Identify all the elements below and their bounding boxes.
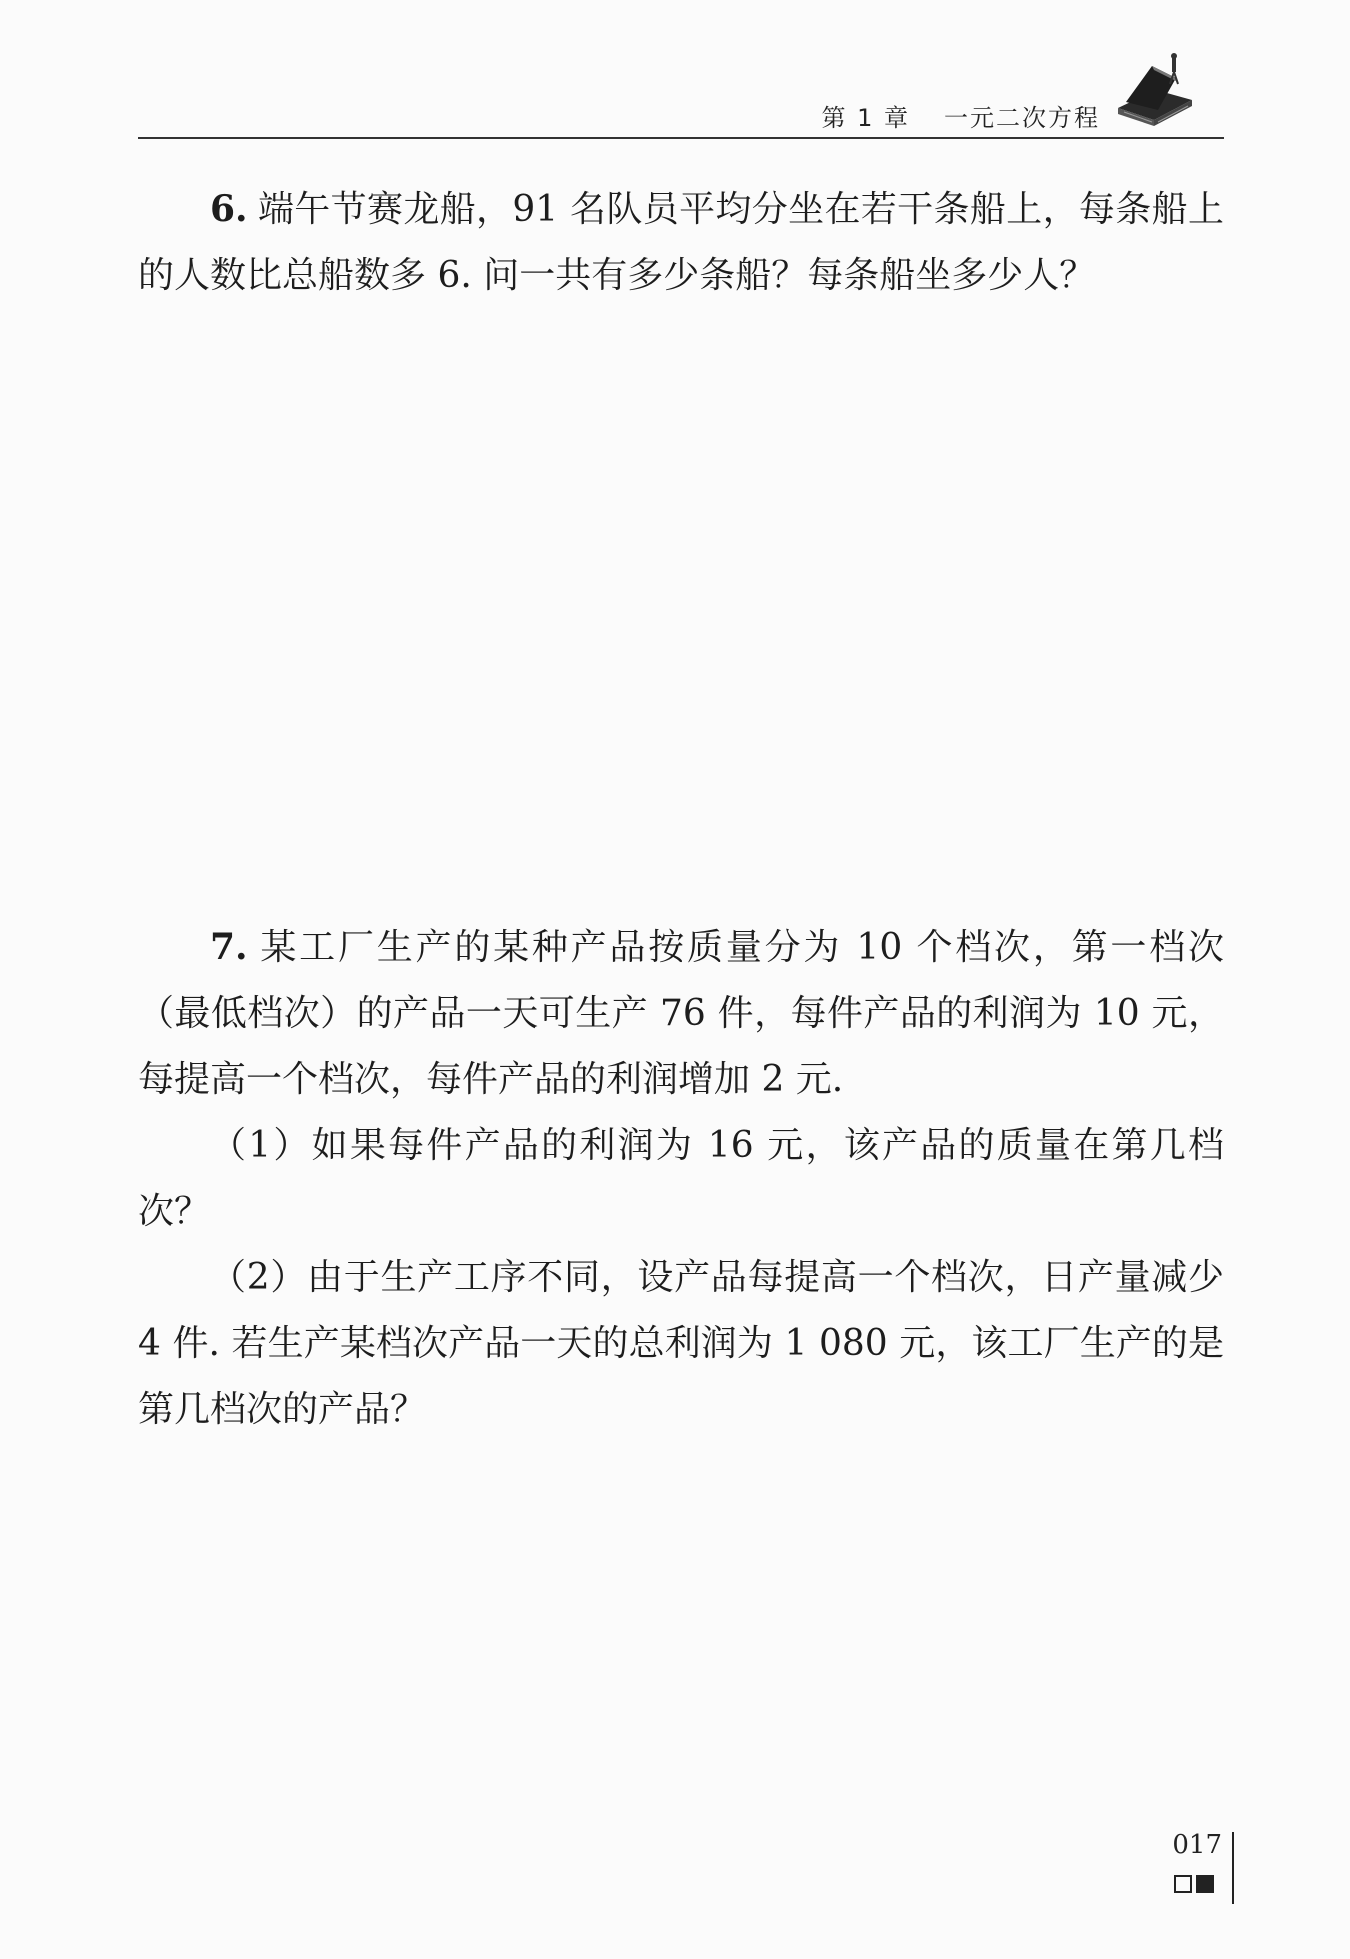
chapter-label: 第 1 章 [821,104,910,132]
problem-number: 6. [210,188,248,230]
hollow-square-icon [1174,1875,1192,1893]
sub-question-1: （1）如果每件产品的利润为 16 元，该产品的质量在第几档次？ [138,1125,1224,1232]
header-rule [138,137,1224,139]
filled-square-icon [1196,1875,1214,1893]
page-number: 017 [1172,1830,1222,1860]
chapter-title: 一元二次方程 [944,104,1100,132]
running-header [138,90,1224,140]
problem-7-text [138,914,1224,1113]
problem-6 [138,176,1224,309]
problem-6-text [138,176,1224,309]
problem-statement: 端午节赛龙船，91 名队员平均分坐在若干条船上，每条船上的人数比总船数多 6. 问一共有多少条船？每条船坐多少人？ [138,189,1224,296]
book-icon [1112,52,1196,130]
sub-question-2: （2）由于生产工序不同，设产品每提高一个档次，日产量减少 4 件. 若生产某档次产品一天的总利润为 1 080 元，该工厂生产的是第几档次的产品？ [138,1257,1224,1430]
problem-statement: 某工厂生产的某种产品按质量分为 10 个档次，第一档次（最低档次）的产品一天可生产 76 件，每件产品的利润为 10 元，每提高一个档次，每件产品的利润增加 2 元. [138,927,1224,1100]
problem-number: 7. [210,926,248,968]
problem-7 [138,914,1224,1443]
folio-divider [1232,1832,1234,1904]
header-text [821,98,1100,133]
page-folio [1164,1830,1234,1900]
